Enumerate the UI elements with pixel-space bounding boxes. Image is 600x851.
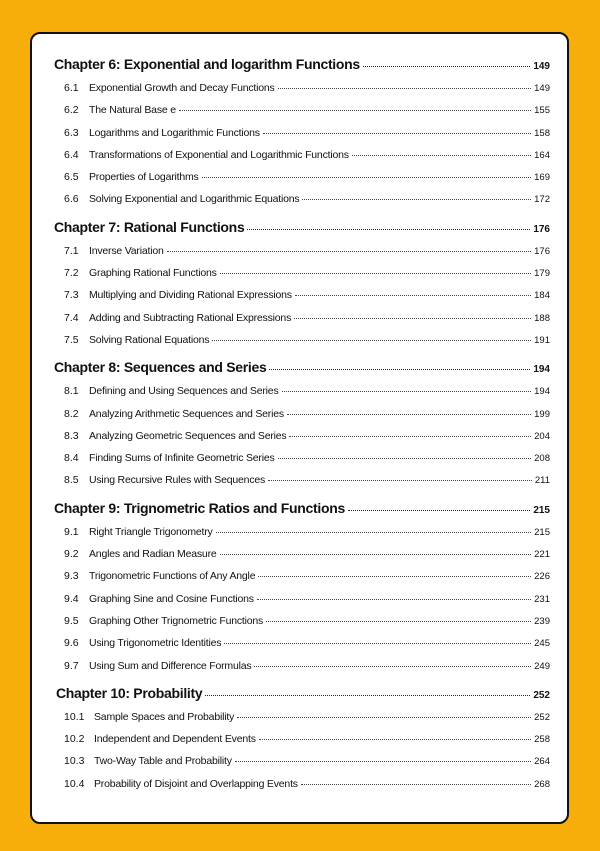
chapter-title: Chapter 8: Sequences and Series [54,359,267,376]
section-title: Two-Way Table and Probability [94,755,232,768]
section-page: 191 [534,334,550,346]
section-row[interactable] [54,193,550,215]
section-title: Graphing Other Trignometric Functions [89,614,264,627]
section-title: Analyzing Geometric Sequences and Series [89,429,287,442]
dot-leader [179,110,531,111]
section-page: 268 [534,778,550,790]
section-page: 215 [534,526,550,538]
section-title: Sample Spaces and Probability [94,710,235,723]
section-page: 164 [534,149,550,161]
section-number: 9.3 [64,570,79,583]
section-title: Multiplying and Dividing Rational Expressions [89,289,292,302]
section-title: Properties of Logarithms [89,171,199,184]
section-number: 9.1 [64,525,79,538]
section-number: 9.2 [64,548,79,561]
section-title: Logarithms and Logarithmic Functions [89,126,260,139]
section-title: Using Sum and Difference Formulas [89,659,252,672]
section-number: 6.2 [64,104,79,117]
section-row[interactable] [54,245,550,267]
section-page: 264 [534,756,550,768]
section-title: Trigonometric Functions of Any Angle [89,570,256,583]
section-page: 179 [534,268,550,280]
chapter-title: Chapter 9: Trignometric Ratios and Functions [54,499,345,516]
dot-leader [301,784,531,785]
section-row[interactable] [54,593,550,615]
section-page: 211 [534,475,550,487]
section-title: Adding and Subtracting Rational Expressions [89,311,292,324]
chapter-heading[interactable] [54,500,550,526]
section-number: 9.6 [64,637,79,650]
section-title: The Natural Base e [89,104,176,117]
section-title: Independent and Dependent Events [94,733,256,746]
dot-leader [268,480,532,481]
dot-leader [278,458,532,459]
chapter-heading[interactable] [54,359,550,385]
section-row[interactable] [54,334,550,356]
section-row[interactable] [54,733,550,755]
section-row[interactable] [54,615,550,637]
chapter-page: 194 [533,364,550,376]
dot-leader [235,761,531,762]
section-number: 6.6 [64,193,79,206]
section-page: 184 [534,290,550,302]
section-page: 231 [534,593,550,605]
section-number: 8.4 [64,452,79,465]
chapter-page: 252 [533,689,550,701]
section-page: 176 [534,245,550,257]
section-number: 7.1 [64,244,79,257]
section-row[interactable] [54,267,550,289]
dot-leader [257,599,531,600]
section-title: Finding Sums of Infinite Geometric Series [89,452,275,465]
section-row[interactable] [54,385,550,407]
section-row[interactable] [54,755,550,777]
dot-leader [216,532,532,533]
dot-leader [352,155,531,156]
section-row[interactable] [54,104,550,126]
section-row[interactable] [54,82,550,104]
chapter-page: 176 [533,223,550,235]
section-row[interactable] [54,430,550,452]
dot-leader [269,369,530,370]
section-title: Right Triangle Trigonometry [89,525,213,538]
section-number: 8.2 [64,407,79,420]
section-row[interactable] [54,637,550,659]
chapter-title: Chapter 7: Rational Functions [54,218,245,235]
section-title: Graphing Sine and Cosine Functions [89,592,254,605]
section-page: 199 [534,408,550,420]
section-row[interactable] [54,452,550,474]
dot-leader [259,739,531,740]
section-title: Using Trigonometric Identities [89,637,222,650]
dot-leader [263,133,531,134]
section-row[interactable] [54,312,550,334]
dot-leader [247,229,530,230]
section-page: 204 [534,430,550,442]
toc-card [30,32,569,824]
dot-leader [287,414,531,415]
section-number: 10.2 [64,733,85,746]
section-page: 221 [534,549,550,561]
section-number: 6.5 [64,171,79,184]
section-number: 10.4 [64,777,85,790]
dot-leader [363,66,530,67]
section-page: 169 [534,172,550,184]
section-row[interactable] [54,570,550,592]
section-title: Exponential Growth and Decay Functions [89,82,275,94]
chapter-heading[interactable] [54,685,550,711]
section-number: 7.4 [64,311,79,324]
section-title: Solving Exponential and Logarithmic Equations [89,193,300,206]
section-title: Defining and Using Sequences and Series [89,385,279,398]
section-page: 249 [534,660,550,672]
chapter-title: Chapter 6: Exponential and logarithm Functions [54,56,360,72]
section-number: 9.7 [64,659,79,672]
dot-leader [220,554,532,555]
section-title: Analyzing Arithmetic Sequences and Series [89,407,284,420]
section-row[interactable] [54,408,550,430]
section-title: Probability of Disjoint and Overlapping Events [94,777,298,790]
section-number: 6.1 [64,82,79,94]
section-number: 8.1 [64,385,79,398]
dot-leader [237,717,531,718]
dot-leader [254,666,531,667]
section-title: Angles and Radian Measure [89,548,217,561]
section-page: 155 [534,105,550,117]
section-page: 149 [534,83,550,94]
chapter-page: 215 [533,504,550,516]
section-number: 10.3 [64,755,85,768]
section-row[interactable] [54,778,550,800]
section-page: 226 [534,571,550,583]
section-page: 208 [534,453,550,465]
dot-leader [224,643,531,644]
chapter-title: Chapter 10: Probability [56,684,203,701]
dot-leader [289,436,531,437]
section-row[interactable] [54,127,550,149]
section-row[interactable] [54,149,550,171]
section-number: 7.2 [64,267,79,280]
dot-leader [282,391,532,392]
table-of-contents [54,56,550,800]
section-row[interactable] [54,289,550,311]
dot-leader [295,295,531,296]
dot-leader [258,576,531,577]
dot-leader [278,88,532,89]
section-page: 188 [534,312,550,324]
section-title: Transformations of Exponential and Logarithmic Functions [89,148,349,161]
section-page: 158 [534,127,550,139]
dot-leader [167,251,532,252]
section-number: 6.3 [64,126,79,139]
section-number: 6.4 [64,148,79,161]
dot-leader [212,340,531,341]
section-row[interactable] [54,171,550,193]
section-title: Using Recursive Rules with Sequences [89,474,266,487]
section-title: Inverse Variation [89,244,164,257]
chapter-heading[interactable] [54,56,550,82]
section-page: 239 [534,615,550,627]
dot-leader [205,695,530,696]
section-page: 245 [534,638,550,650]
chapter-heading[interactable] [54,219,550,245]
dot-leader [348,510,530,511]
section-row[interactable] [54,711,550,733]
dot-leader [294,318,531,319]
section-number: 8.5 [64,474,79,487]
section-number: 7.3 [64,289,79,302]
section-number: 7.5 [64,333,79,346]
dot-leader [266,621,531,622]
section-title: Solving Rational Equations [89,333,210,346]
section-title: Graphing Rational Functions [89,267,217,280]
section-row[interactable] [54,660,550,682]
section-page: 172 [534,194,550,206]
dot-leader [220,273,531,274]
section-row[interactable] [54,526,550,548]
chapter-page: 149 [533,61,550,72]
dot-leader [302,199,531,200]
section-page: 252 [534,711,550,723]
section-row[interactable] [54,548,550,570]
section-page: 194 [534,386,550,398]
dot-leader [202,177,532,178]
section-number: 9.5 [64,614,79,627]
section-number: 9.4 [64,592,79,605]
section-page: 258 [534,734,550,746]
section-number: 8.3 [64,429,79,442]
section-row[interactable] [54,474,550,496]
section-number: 10.1 [64,710,85,723]
